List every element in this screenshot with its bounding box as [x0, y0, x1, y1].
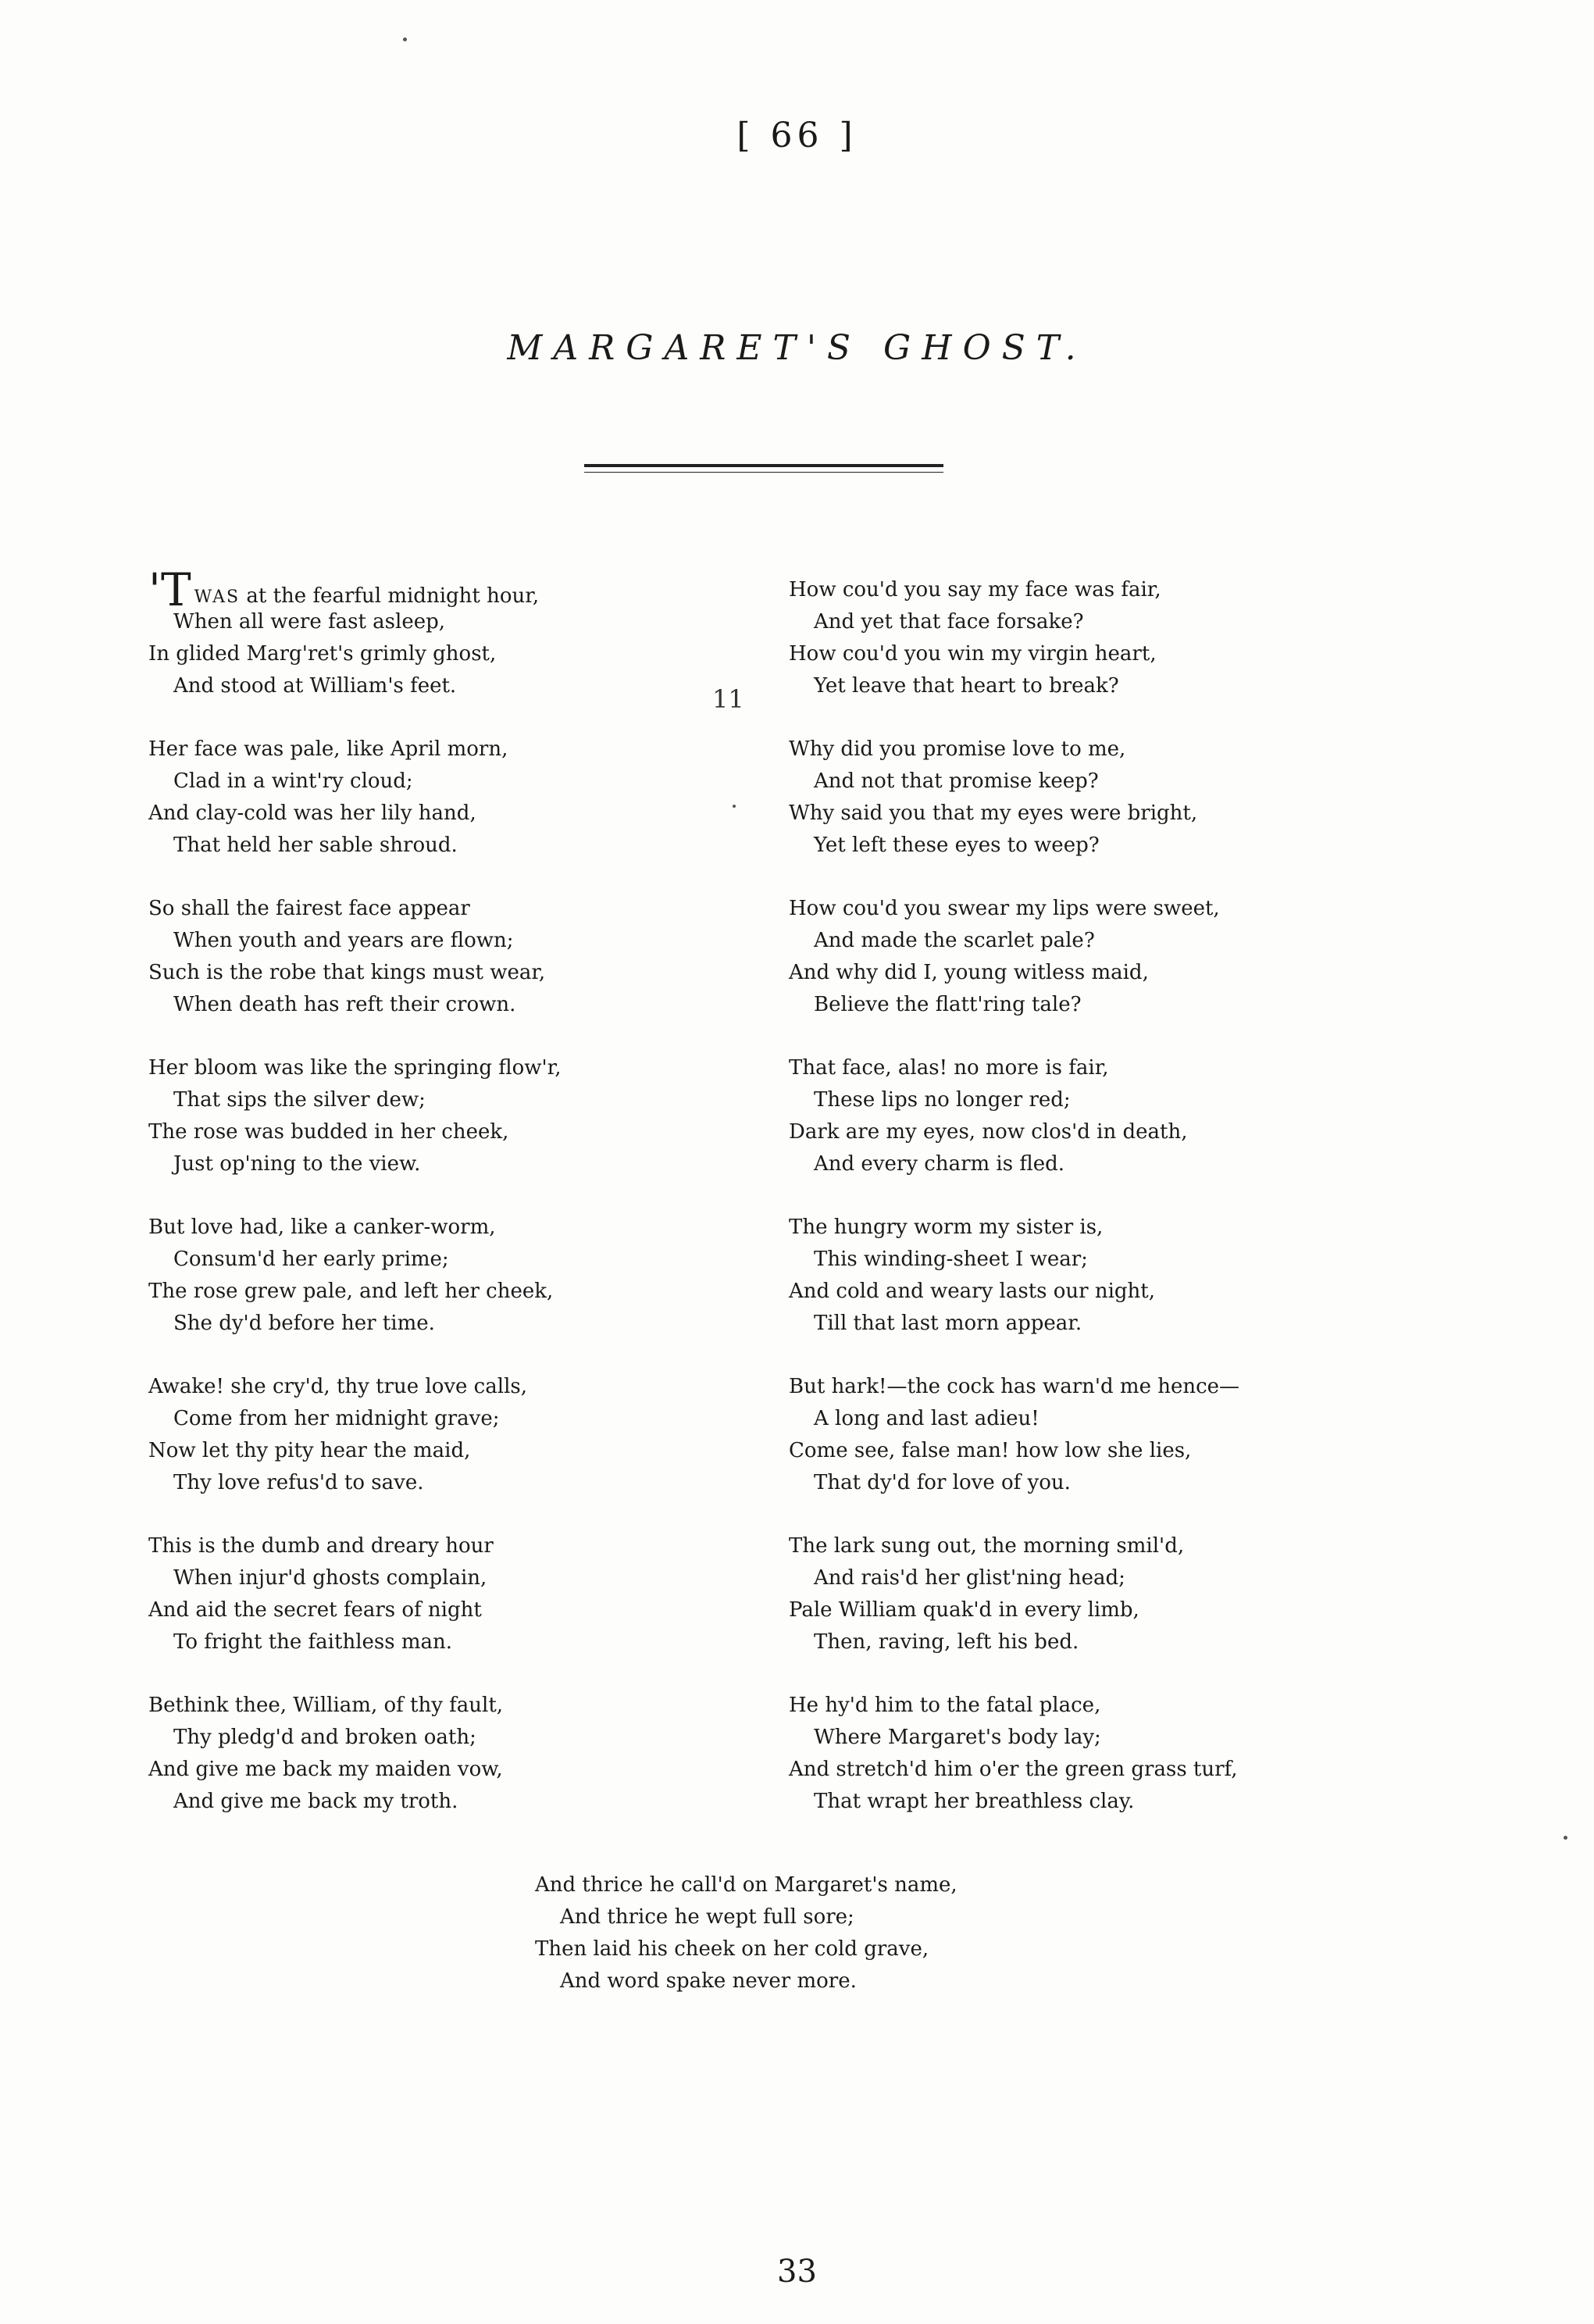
verse-line: And stood at William's feet.	[173, 674, 457, 698]
verse-line: And thrice he wept full sore;	[560, 1905, 854, 1929]
verse-line: The lark sung out, the morning smil'd,	[789, 1534, 1185, 1558]
stanza	[148, 563, 742, 702]
verse-line: Yet leave that heart to break?	[814, 674, 1119, 698]
verse-line: In glided Marg'ret's grimly ghost,	[148, 642, 497, 666]
verse-line: How cou'd you swear my lips were sweet,	[789, 897, 1220, 920]
verse-line: Thy love refus'd to save.	[173, 1471, 424, 1494]
verse-line: And rais'd her glist'ning head;	[814, 1566, 1125, 1590]
verse-line: Yet left these eyes to weep?	[814, 834, 1100, 857]
stanza	[535, 1869, 1129, 1997]
verse-line: And every charm is fled.	[814, 1152, 1064, 1176]
stanza	[148, 1371, 742, 1499]
verse-line: The rose grew pale, and left her cheek,	[148, 1280, 554, 1303]
verse-line: Bethink thee, William, of thy fault,	[148, 1694, 504, 1717]
scan-speck	[1564, 1836, 1567, 1840]
verse-line: Consum'd her early prime;	[173, 1248, 449, 1271]
verse-line: How cou'd you win my virgin heart,	[789, 642, 1157, 666]
stanza	[148, 893, 742, 1021]
stanza	[789, 574, 1382, 702]
verse-line: Awake! she cry'd, thy true love calls,	[148, 1375, 527, 1398]
verse-line: This is the dumb and dreary hour	[148, 1534, 494, 1558]
verse-line: How cou'd you say my face was fair,	[789, 578, 1161, 602]
verse-line: The rose was budded in her cheek,	[148, 1120, 509, 1144]
stanza	[789, 734, 1382, 862]
verse-line: He hy'd him to the fatal place,	[789, 1694, 1101, 1717]
verse-line: When youth and years are flown;	[173, 929, 514, 952]
verse-line: Why said you that my eyes were bright,	[789, 801, 1198, 825]
verse-line: Clad in a wint'ry cloud;	[173, 769, 413, 793]
verse-line: But love had, like a canker-worm,	[148, 1216, 496, 1239]
verse-line	[148, 563, 742, 616]
verse-line: And give me back my maiden vow,	[148, 1758, 503, 1781]
stanza	[148, 1052, 742, 1180]
verse-line: A long and last adieu!	[814, 1407, 1039, 1430]
verse-line: Thy pledg'd and broken oath;	[173, 1726, 476, 1749]
verse-line: So shall the fairest face appear	[148, 897, 470, 920]
stanza	[148, 734, 742, 862]
verse-line: And not that promise keep?	[814, 769, 1099, 793]
left-column	[148, 563, 742, 1849]
verse-line: To fright the faithless man.	[173, 1630, 453, 1654]
verse-line: Such is the robe that kings must wear,	[148, 961, 546, 984]
verse-line: When death has reft their crown.	[173, 993, 516, 1016]
verse-line: And word spake never more.	[560, 1969, 857, 1993]
verse-line: Just op'ning to the view.	[173, 1152, 421, 1176]
scan-speck	[403, 37, 407, 41]
stanza	[148, 1690, 742, 1818]
scan-speck	[733, 805, 736, 808]
verse-line: And aid the secret fears of night	[148, 1598, 482, 1622]
margin-mark: 11	[712, 684, 744, 714]
verse-line: And clay-cold was her lily hand,	[148, 801, 476, 825]
verse-line: The hungry worm my sister is,	[789, 1216, 1104, 1239]
stanza	[789, 1052, 1382, 1180]
verse-line: And stretch'd him o'er the green grass turf,	[789, 1758, 1238, 1781]
folio-number: 33	[777, 2254, 817, 2290]
verse-line: That dy'd for love of you.	[814, 1471, 1071, 1494]
verse-line: Why did you promise love to me,	[789, 737, 1126, 761]
verse-line: But hark!—the cock has warn'd me hence—	[789, 1375, 1240, 1398]
stanza	[148, 1212, 742, 1340]
stanza	[789, 1212, 1382, 1340]
right-column	[789, 574, 1382, 1849]
verse-line: And cold and weary lasts our night,	[789, 1280, 1156, 1303]
page-number-header: [ 66 ]	[736, 116, 858, 155]
verse-line: Her bloom was like the springing flow'r,	[148, 1056, 562, 1080]
title-rule-thick	[584, 464, 943, 467]
line-text: at the fearful midnight hour,	[240, 584, 540, 608]
verse-line: Then laid his cheek on her cold grave,	[535, 1937, 929, 1961]
verse-line: She dy'd before her time.	[173, 1312, 435, 1335]
verse-line: Dark are my eyes, now clos'd in death,	[789, 1120, 1188, 1144]
verse-line: That held her sable shroud.	[173, 834, 458, 857]
verse-line: When injur'd ghosts complain,	[173, 1566, 487, 1590]
drop-cap: 'T	[148, 563, 191, 616]
verse-line: When all were fast asleep,	[173, 610, 446, 634]
verse-line: And thrice he call'd on Margaret's name,	[535, 1873, 957, 1897]
verse-line: Where Margaret's body lay;	[814, 1726, 1101, 1749]
verse-line: Come from her midnight grave;	[173, 1407, 500, 1430]
verse-line: Pale William quak'd in every limb,	[789, 1598, 1139, 1622]
verse-line: And give me back my troth.	[173, 1790, 458, 1813]
verse-line: Then, raving, left his bed.	[814, 1630, 1079, 1654]
verse-line: That sips the silver dew;	[173, 1088, 426, 1112]
stanza	[148, 1530, 742, 1658]
verse-line: And yet that face forsake?	[814, 610, 1084, 634]
verse-line: And why did I, young witless maid,	[789, 961, 1149, 984]
verse-line: Come see, false man! how low she lies,	[789, 1439, 1192, 1462]
stanza	[789, 1371, 1382, 1499]
verse-line: These lips no longer red;	[814, 1088, 1071, 1112]
stanza	[789, 1530, 1382, 1658]
verse-line: Her face was pale, like April morn,	[148, 737, 508, 761]
small-caps: WAS	[194, 587, 241, 607]
verse-line: This winding-sheet I wear;	[814, 1248, 1088, 1271]
verse-line: Till that last morn appear.	[814, 1312, 1082, 1335]
stanza	[789, 893, 1382, 1021]
poem-title: MARGARET'S GHOST.	[507, 328, 1087, 368]
final-stanza	[535, 1869, 1129, 2029]
verse-line: And made the scarlet pale?	[814, 929, 1095, 952]
verse-line: Now let thy pity hear the maid,	[148, 1439, 471, 1462]
stanza	[789, 1690, 1382, 1818]
title-rule-thin	[584, 472, 943, 473]
verse-line: Believe the flatt'ring tale?	[814, 993, 1082, 1016]
verse-line: That face, alas! no more is fair,	[789, 1056, 1109, 1080]
verse-line: That wrapt her breathless clay.	[814, 1790, 1135, 1813]
